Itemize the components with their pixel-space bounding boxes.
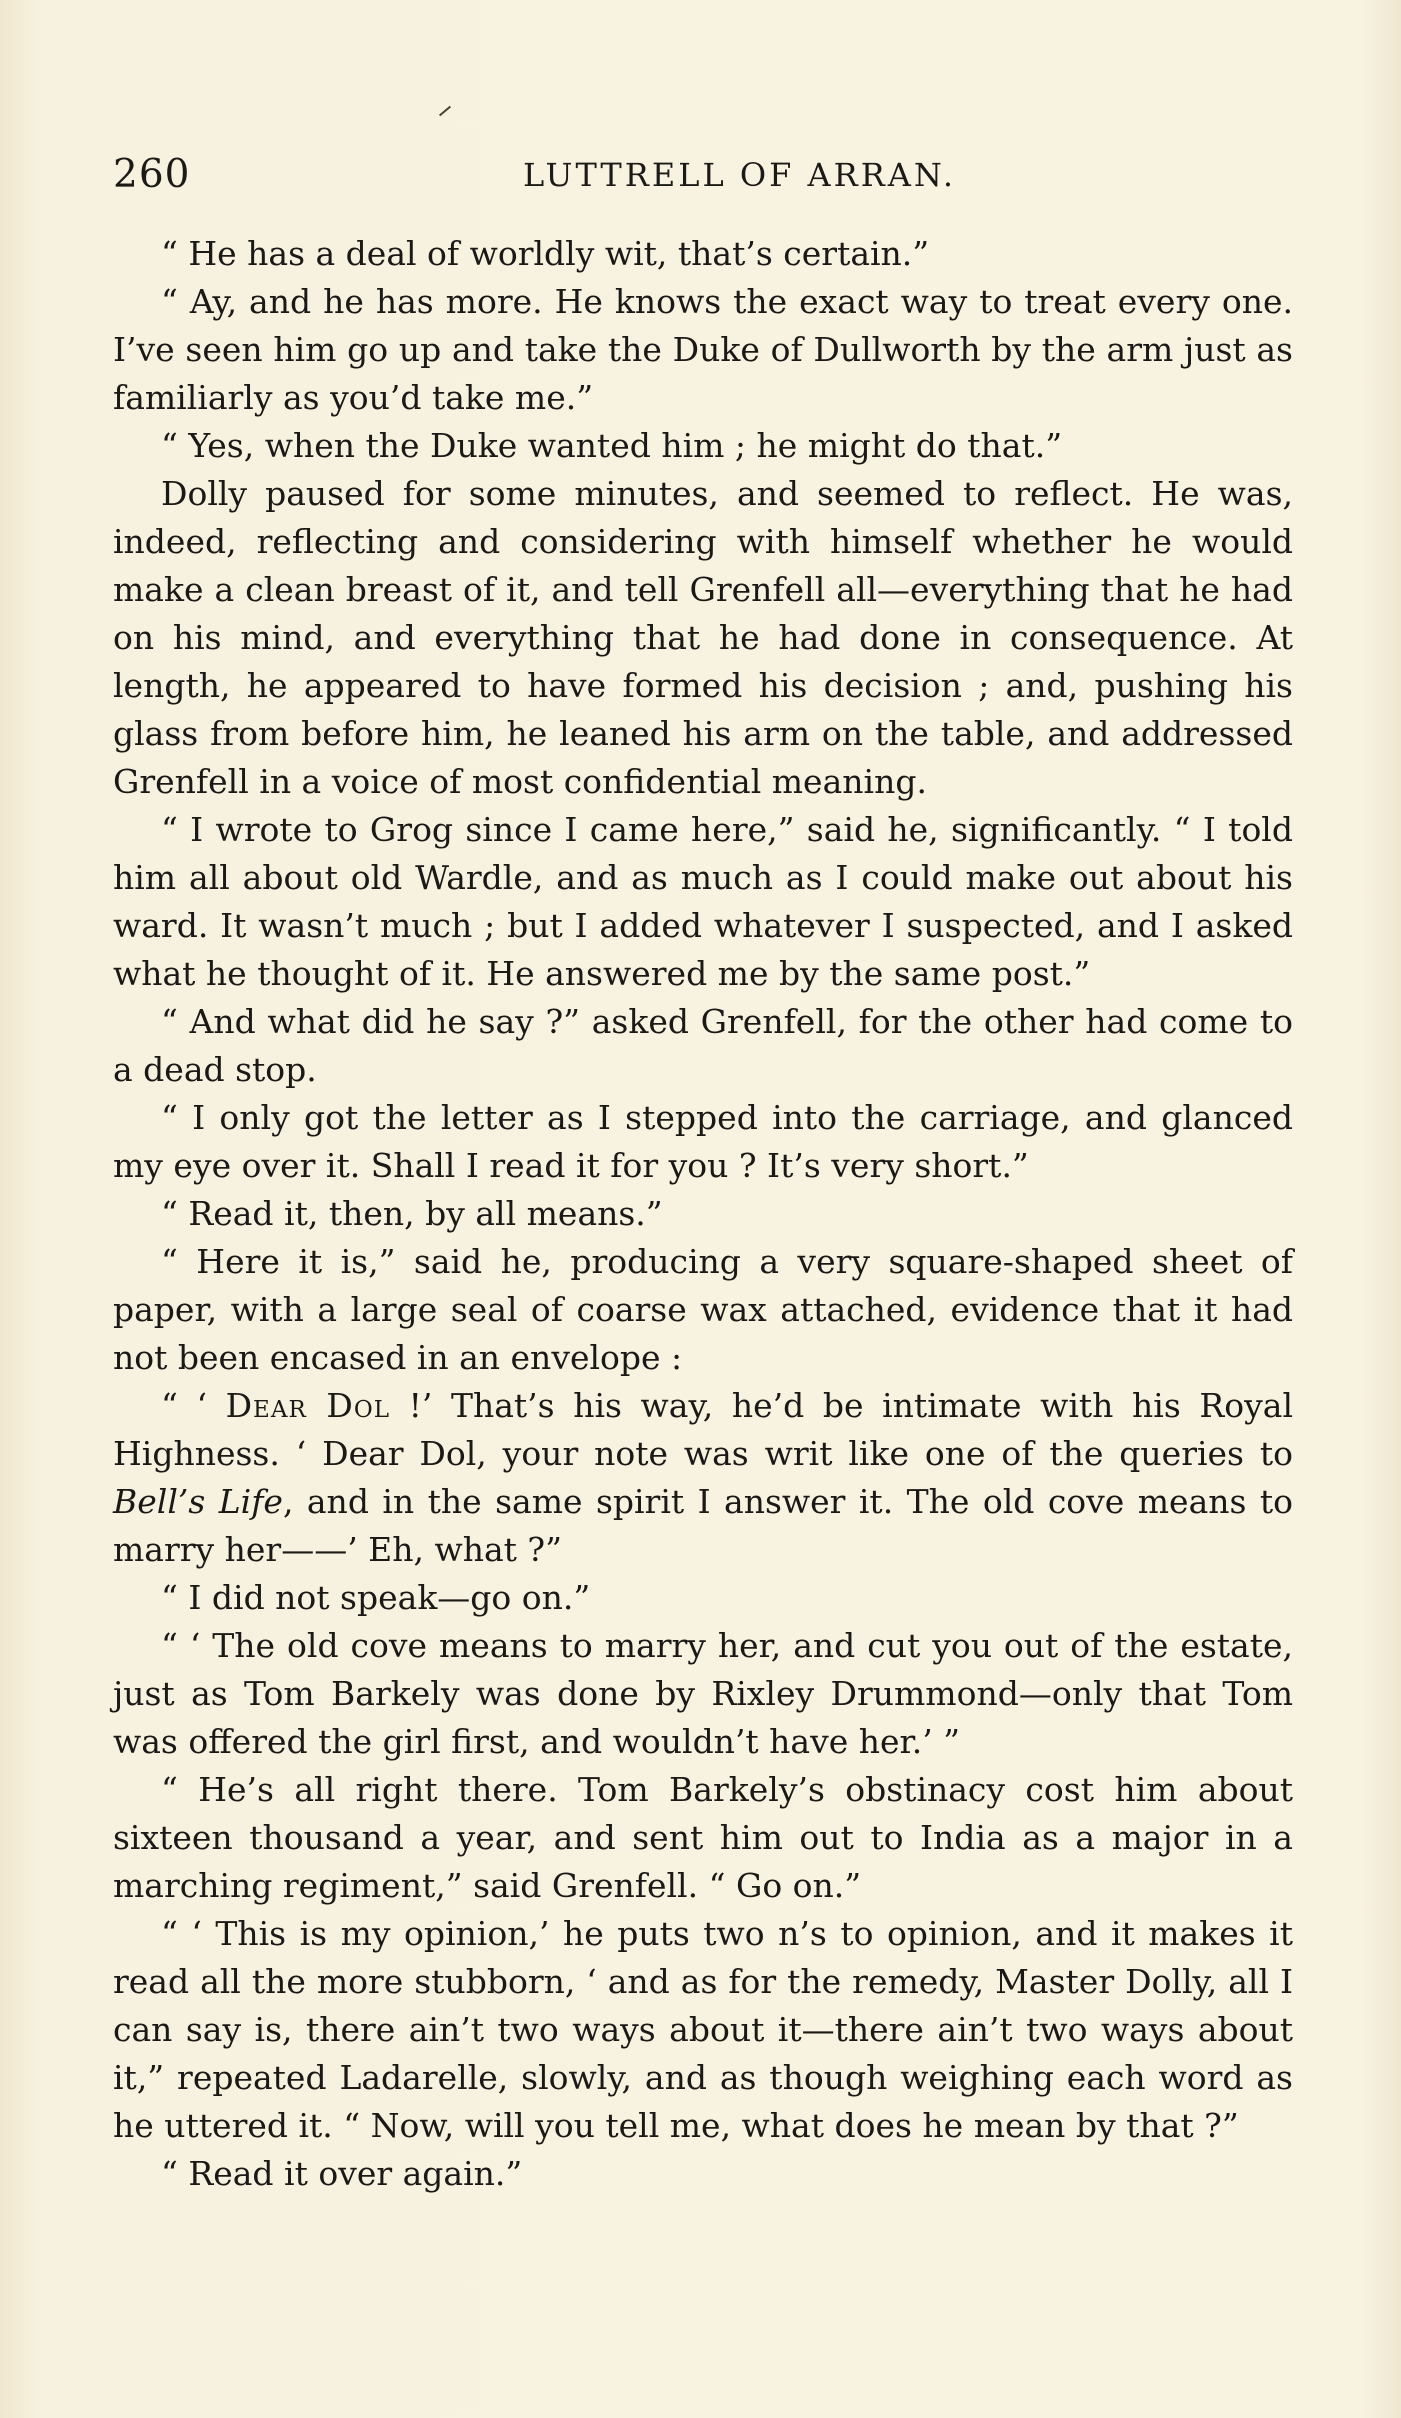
- paragraph: “ Ay, and he has more. He knows the exact way to treat every one. I’ve seen him go up and take the Duke of Dullworth by the arm just as familiarly as you’d take me.”: [113, 282, 1293, 417]
- letter-salutation: Dear Dol: [225, 1386, 390, 1425]
- letter-text: !’ That’s his way, he’d be intimate with his Royal Highness. ‘ Dear Dol, your note was writ like one of the queries to: [113, 1386, 1293, 1473]
- paragraph: “ I only got the letter as I stepped into the carriage, and glanced my eye over it. Shall I read it for you ? It’s very short.”: [113, 1098, 1293, 1185]
- paragraph: “ And what did he say ?” asked Grenfell, for the other had come to a dead stop.: [113, 1002, 1293, 1089]
- letter-text-end: , and in the same spirit I answer it. The old cove means to marry her——’ Eh, what ?”: [113, 1482, 1294, 1569]
- letter-quote-open: “ ‘: [161, 1386, 226, 1425]
- ink-mark: [439, 106, 451, 117]
- paragraph: “ Here it is,” said he, producing a very square-shaped sheet of paper, with a large seal of coarse wax attached, evidence that it had not been encased in an envelope :: [113, 1242, 1293, 1377]
- paragraph: Dolly paused for some minutes, and seemed to reflect. He was, indeed, reflecting and considering with himself whether he would make a clean breast of it, and tell Grenfell all—everything that he had on his mind, and everything that he had done in consequence. At length, he appeared to have formed his decision ; and, pushing his glass from before him, he leaned his arm on the table, and addressed Grenfell in a voice of most confidential meaning.: [113, 474, 1293, 801]
- paragraph: “ Read it, then, by all means.”: [161, 1194, 663, 1233]
- paragraph: “ ‘ This is my opinion,’ he puts two n’s to opinion, and it makes it read all the more stubborn, ‘ and as for the remedy, Master Dolly, all I can say is, there ain’t two ways about it—there ain’t two ways about it,” repeated Ladarelle, slowly, and as though weighing each word as he uttered it. “ Now, will you tell me, what does he mean by that ?”: [113, 1914, 1293, 2145]
- paragraph: “ I did not speak—go on.”: [161, 1578, 591, 1617]
- newspaper-title: Bell’s Life: [113, 1482, 283, 1521]
- paragraph: “ He has a deal of worldly wit, that’s certain.”: [161, 234, 930, 273]
- paragraph-letter: [113, 1382, 1293, 1574]
- page-header: [113, 152, 1293, 202]
- paragraph: “ He’s all right there. Tom Barkely’s obstinacy cost him about sixteen thousand a year, and sent him out to India as a major in a marching regiment,” said Grenfell. “ Go on.”: [113, 1770, 1293, 1905]
- paragraph: “ Yes, when the Duke wanted him ; he might do that.”: [161, 426, 1063, 465]
- running-head: LUTTRELL OF ARRAN.: [523, 156, 957, 194]
- body-text: [113, 230, 1293, 2198]
- paragraph: “ Read it over again.”: [161, 2154, 523, 2193]
- paragraph: “ ‘ The old cove means to marry her, and cut you out of the estate, just as Tom Barkely was done by Rixley Drummond—only that Tom was offered the girl first, and wouldn’t have her.’ ”: [113, 1626, 1293, 1761]
- page-number: 260: [113, 152, 191, 197]
- paragraph: “ I wrote to Grog since I came here,” said he, significantly. “ I told him all about old Wardle, and as much as I could make out about his ward. It wasn’t much ; but I added whatever I suspected, and I asked what he thought of it. He answered me by the same post.”: [113, 810, 1293, 993]
